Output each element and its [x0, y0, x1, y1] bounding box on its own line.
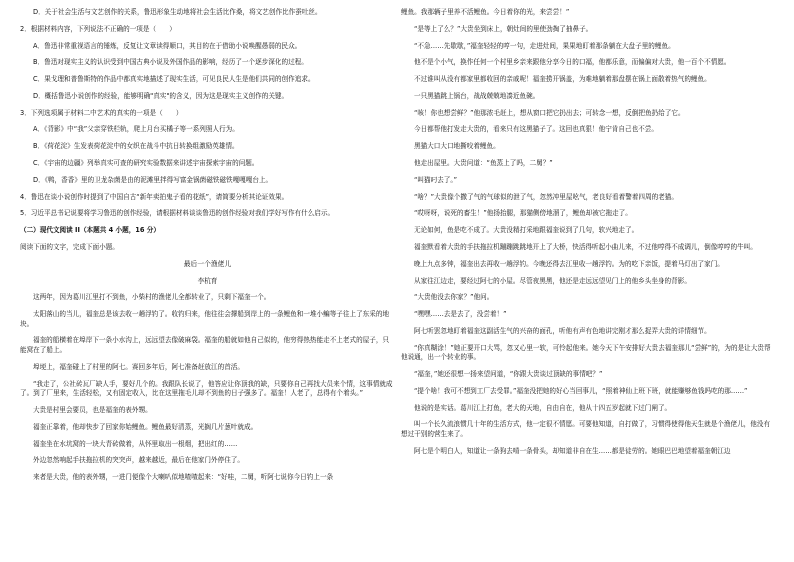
right-paragraph: 黑猫大口大口地撕咬着鲤鱼。 [414, 142, 500, 151]
left-paragraph: 这两年，因为葛川江里打不到鱼，小柴村的渔佬儿全都转业了，只剩下福奎一个。 [33, 293, 271, 302]
left-paragraph: A．鲁迅非常重视语言的锤炼，反复让文章读得顺口，其目的在于借助小说唤醒愚弱的民众。 [33, 41, 302, 50]
left-paragraph: D．概括鲁迅小说创作的经验，能够明确"真实"的含义，因为这是现实主义创作的关键。 [33, 91, 289, 100]
right-paragraph: “哎呀呀，说死的畜生！”他扬抬腿，那猫侧傍地溜了，鲤鱼却被它拖走了。 [414, 209, 632, 218]
right-paragraph: 叫一个长久流浪惯几十年的生活方式，他一定很不情愿。可要他知道，自打做了，习惯得使得他天生就是个渔佬儿，他没有想过干别的营生来了。 [401, 420, 771, 438]
right-paragraph: 无论如何，鱼是吃不成了。大贵没精打采地跟福奎说到了几句，软兴地走了。 [414, 226, 639, 235]
left-paragraph: 阅读下面的文字，完成下面小题。 [20, 242, 119, 251]
left-paragraph: 外边忽然响起手扶拖拉机的突突声，越来越近，最后在他家门外停住了。 [33, 456, 244, 465]
right-paragraph: “大贵他没去你家？”他问。 [414, 293, 494, 302]
left-paragraph: 5．习近平总书记说要将学习鲁迅的创作经验，请根据材料谈谈鲁迅的创作经验对我们学好写作有什么启示。 [20, 209, 335, 218]
right-paragraph: 他说的是实话。葛川江上打鱼，老大的天地，自由自在，他从十四五岁起就下过门闸了。 [414, 403, 672, 412]
right-paragraph: 一只黑猫跳上锅台，战战兢兢地凑近鱼碗。 [414, 91, 540, 100]
right-column [401, 8, 776, 464]
left-paragraph: 最后一个渔佬儿 [183, 259, 232, 268]
right-paragraph: 晚上九点多钟，福奎出去再收一趟浮钓。今晚还得去江里收一趟浮钓。为的吃下亲饭，提着马灯出了家门。 [414, 259, 724, 268]
left-paragraph: B．鲁迅对现实主义的认识受到中国古典小说及外国作品的影响，经历了一个逐步深化的过程。 [33, 58, 308, 67]
right-paragraph: “咳！你也想尝鲜？”他那浓毛赶上，想从窗口把它扔出去；可转念一想，反倒把鱼扔给了它。 [414, 108, 685, 117]
left-column [20, 8, 395, 490]
right-paragraph: “啥？”大贵像个撒了气的气球似的泄了气，忽然冲里屋吆气，老良好看着警着四周的老猫。 [414, 192, 678, 201]
left-paragraph: “我走了，公社砖瓦厂缺人手，要好几个的。我跟队长说了，他答应让你顶我的缺，只要你自己再找大员来个情，这事情就成了。到了厂里来，生活轻松，又有固定收入，比在这里拖毛儿却不到鱼的日子强多了。福奎！人老了，总得有个着头。” [20, 379, 393, 398]
right-paragraph: “是等上了么？”大贵坐到床上，朝灶间的里使劲掏了抽鼻子。 [414, 24, 593, 33]
right-paragraph: 今日都帮他打发走大贵的，看来只有这黑猫子了。这回也真狠！他宁肯自己也不尝。 [414, 125, 658, 134]
left-paragraph: 太阳落山的当儿，福奎总是该去收一趟浮钓了。收钓归来，他往往会撑船到岸上的一条鲤鱼和一堆小鳊等子往上了东采的地块。 [20, 310, 390, 328]
left-paragraph: D．关于社会生活与文艺创作的关系，鲁迅形象生动地将社会生活比作桑，将文艺创作比作蚕吐丝。 [33, 8, 322, 16]
right-paragraph: “你真糊涂！”她正要开口大骂，忽又心里一软，可怜起他来。她今天下午安排好大贵去福奎那儿“尝鲜”的，为的是让大贵帮他说通，出一个转业的事。 [401, 343, 771, 362]
left-paragraph: D．《鸭，香香》里的卫龙杂菌是由的泥滩里拌得写富金锅菌磁铁磁铁嘎嘎嘎台上。 [33, 175, 273, 184]
left-paragraph: （二）现代文阅读 II（本题共 4 小题，16 分） [20, 226, 160, 235]
left-paragraph: 来者是大贵，他的表外甥，一进门便像个大喇叭似地喳喳起来：“好哇，二舅，听阿七说你今日钓上一条 [33, 473, 334, 482]
right-paragraph: 不过谁叫从没有都家里都收回的亲戚呢！福奎捞开锅盖，为难地躺着那盘摆在锅上面散着热气的鲤鱼。 [414, 75, 711, 84]
left-paragraph: 2．根据材料内容，下列说法不正确的一项是（ ） [20, 24, 176, 33]
left-paragraph: 4．鲁迅在谈小说创作时提到了中国自古“新年卖拍鬼子看的花纸”，请简要分析其论证效果。 [20, 192, 289, 201]
right-paragraph: 他走出屋里。大贵问道：“鱼蒸上了吗，二舅？” [414, 159, 553, 168]
right-paragraph: 阿七听罢忽地盯着福奎这副活生气的兴奋的面孔，听他有声有色地讲完刚才那么捉弄大贵的详情细节。 [414, 326, 711, 335]
left-paragraph: 福奎的船横着在埠岸下一条小水沟上，远远望去像破麻袋。福奎的船就如他自己似的，他穷得热热能走不上老式的屋子，只能窝在了船上。 [20, 336, 390, 355]
right-paragraph: 鲤鱼。我那辆子里养不活鲤鱼。今日着你的光，来尝尝！” [401, 8, 570, 16]
right-paragraph: 他不是个小气，换作任何一个村里乡亲来跟他分享今日的口福，他都乐意，而偏偏对大贵，他一百个不情愿。 [414, 58, 731, 67]
left-paragraph: B．《荷花淀》生发表荷花淀中的女织在战斗中抗日转换组激励英雄情。 [33, 142, 239, 151]
right-paragraph: 福奎默看着大贵的手扶拖拉机蹦蹦跳跳地开上了大桥，快活得听起小曲儿来，不过他哼得不成调儿，倒像哼哼的牛叫。 [414, 242, 757, 251]
left-paragraph: 福奎正靠着，他却快步了回家你始鲤鱼。鲤鱼最好清蒸，光搁几片葱叶就成。 [33, 422, 258, 431]
left-paragraph: 3．下列选项属于材料二中艺术的真实的一项是（ ） [20, 108, 183, 117]
left-paragraph: 埠埂上，福奎碰上了村里的阿七。赛回多年后，阿七准备赶放江的首活。 [33, 362, 244, 371]
left-paragraph: 大贵是村里会要员，也是福奎的表外甥。 [33, 405, 152, 414]
left-paragraph: C．果戈理和普鲁斯特的作品中都真实地描述了现实生活，可见良民人生是他们共同的创作追求。 [33, 75, 315, 84]
right-paragraph: “福奎，”她还很想一扬来望问道，“你跟大贵谈过顶缺的事情吧？” [414, 370, 603, 378]
right-paragraph: “嘿嘿……去是去了，没尝着！” [414, 310, 507, 319]
right-paragraph: “叫猫叼去了。” [414, 175, 458, 184]
right-paragraph: “提个啥！我可不想到工厂去受罪。”福奎没把她的好心当回事儿，“照着神仙上班下班，就能赚够鱼钱吗吃的那……” [414, 386, 748, 395]
right-paragraph: “不急……先歇歇，”福奎轻轻的哼一句，走进灶间，果果地盯着那条躺在大盘子里的鲤鱼。 [414, 41, 675, 50]
right-paragraph: 从家往江边走，要经过阿七的小屋。尽管夜黑黑，他还是走远远望见门上的他乡头坐身的背影。 [414, 276, 691, 285]
left-paragraph: 李杭育 [197, 276, 218, 285]
left-paragraph: 福奎坐在水坑窝的一块大青砖做着，从怀里取出一根烟，把出红的…… [33, 439, 238, 448]
left-paragraph: A．《背影》中“我”父亲穿铁栏轨，爬上月台买橘子等一系列照人行为。 [33, 125, 239, 134]
left-paragraph: C．《宇宙的边疆》列举真实可查的研究实验数据来讲述宇宙探索宇宙的问题。 [33, 159, 259, 168]
right-paragraph: 阿七是个明白人，知道让一条狗去啃一条骨头，却知道非自在生……都是徒劳的。她眼巴巴地望着福奎朝江边 [414, 446, 731, 455]
